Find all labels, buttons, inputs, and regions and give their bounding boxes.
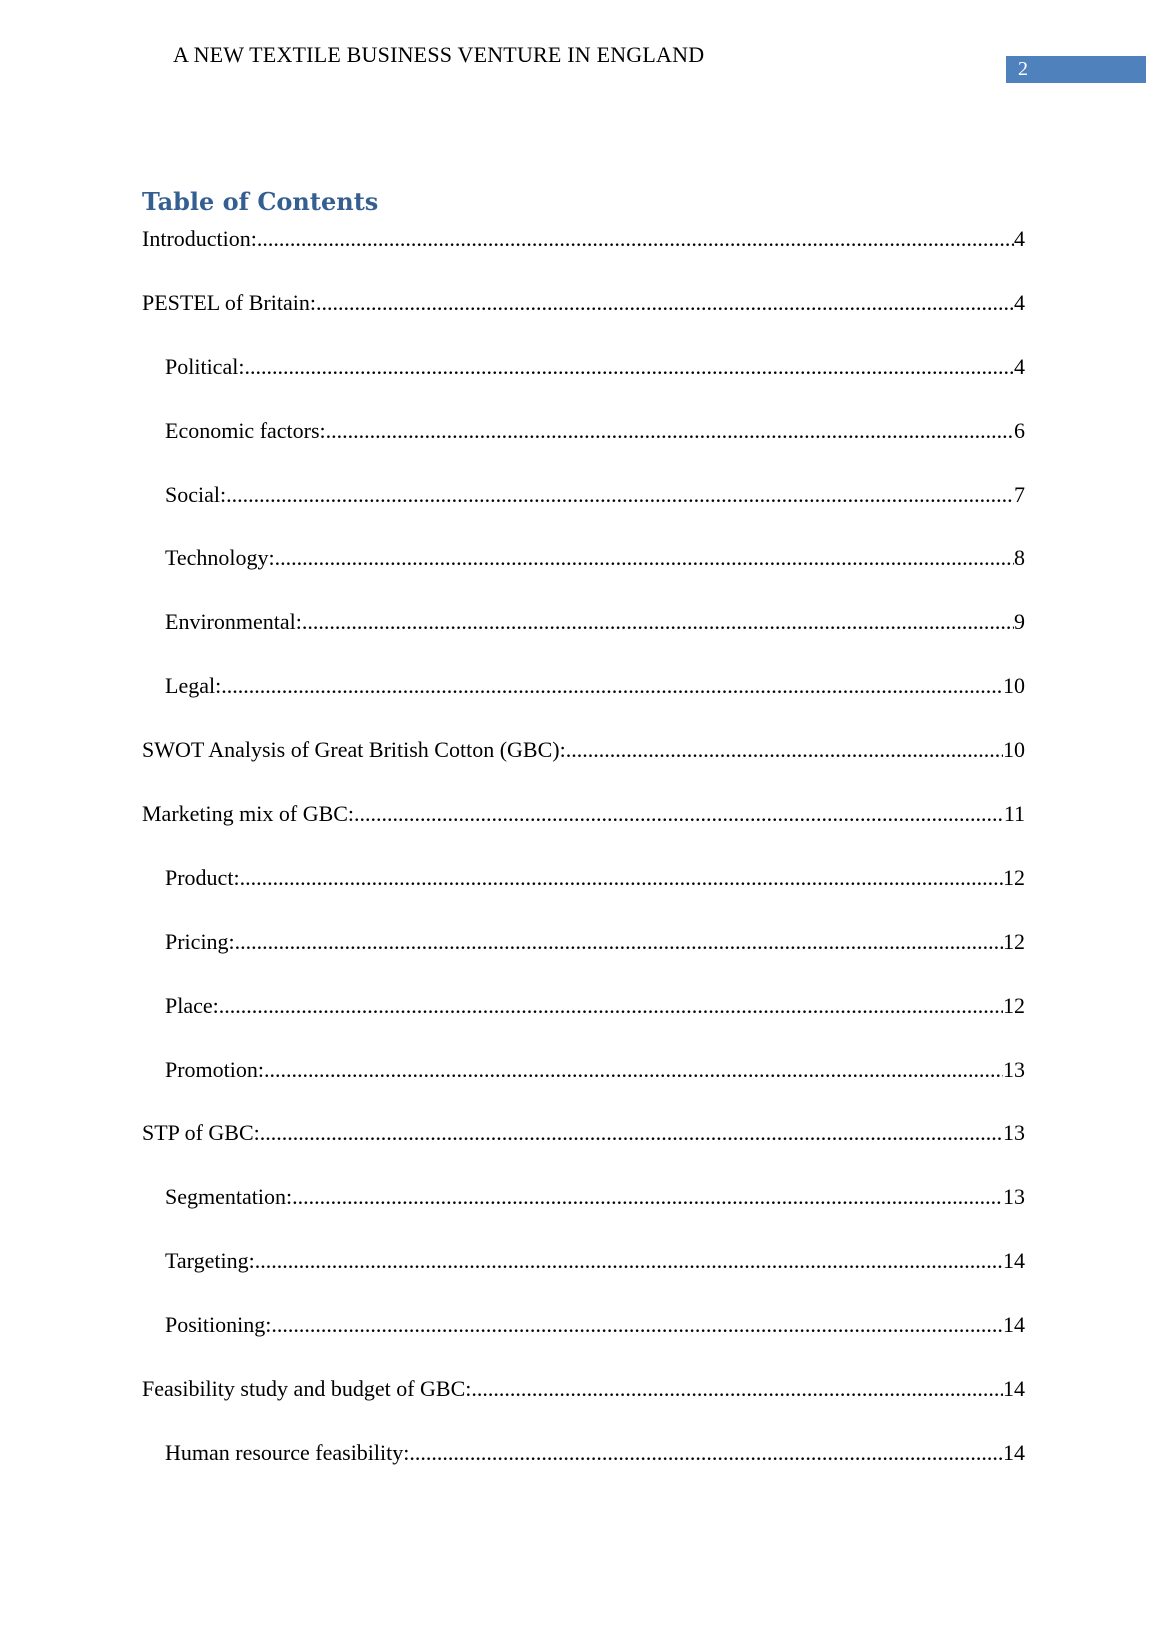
toc-entry-page: 12	[1003, 992, 1025, 1018]
toc-entry-page: 4	[1014, 226, 1025, 251]
toc-dot-leader	[316, 290, 1014, 316]
toc-entry-page: 7	[1014, 481, 1025, 507]
toc-entry-title: Positioning:	[165, 1312, 272, 1338]
toc-dot-leader	[271, 1312, 1003, 1338]
toc-entry-page: 13	[1003, 1056, 1025, 1082]
toc-entry-page: 4	[1014, 353, 1025, 379]
toc-entry[interactable]	[142, 609, 1025, 673]
toc-entry-title: Segmentation:	[165, 1184, 293, 1210]
toc-entry-title: Product:	[165, 864, 240, 890]
toc-entry-page: 14	[1003, 1312, 1025, 1338]
toc-dot-leader	[221, 673, 1003, 699]
toc-dot-leader	[257, 226, 1014, 252]
toc-entry[interactable]	[142, 354, 1025, 418]
toc-entry-title: Feasibility study and budget of GBC:	[142, 1376, 472, 1402]
toc-entry-title: PESTEL of Britain:	[142, 289, 316, 315]
toc-entry[interactable]	[142, 737, 1025, 801]
toc-list	[142, 226, 1025, 1504]
toc-entry-title: Marketing mix of GBC:	[142, 801, 355, 827]
toc-entry-page: 12	[1003, 928, 1025, 954]
toc-dot-leader	[354, 801, 1004, 827]
toc-entry-title: Political:	[165, 353, 245, 379]
toc-entry-title: Legal:	[165, 673, 222, 699]
toc-entry-title: Pricing:	[165, 928, 235, 954]
toc-entry-page: 14	[1003, 1248, 1025, 1274]
toc-entry-page: 6	[1014, 417, 1025, 443]
toc-dot-leader	[275, 545, 1014, 571]
toc-entry-page: 11	[1003, 801, 1025, 827]
toc-entry[interactable]	[142, 1312, 1025, 1376]
toc-heading: Table of Contents	[142, 187, 379, 216]
toc-entry-title: Social:	[165, 481, 227, 507]
toc-entry-page: 4	[1014, 289, 1025, 315]
toc-dot-leader	[226, 482, 1014, 508]
toc-entry-page: 9	[1014, 609, 1025, 635]
running-head-title: A NEW TEXTILE BUSINESS VENTURE IN ENGLAND	[173, 42, 705, 67]
toc-dot-leader	[255, 1248, 1003, 1274]
toc-dot-leader	[409, 1440, 1003, 1466]
toc-entry-page: 12	[1003, 864, 1025, 890]
toc-entry-title: Economic factors:	[165, 417, 326, 443]
toc-dot-leader	[292, 1184, 1003, 1210]
toc-entry-page: 14	[1003, 1376, 1025, 1402]
toc-entry-title: Introduction:	[142, 226, 257, 251]
toc-entry[interactable]	[142, 1184, 1025, 1248]
toc-entry-title: STP of GBC:	[142, 1120, 260, 1146]
toc-entry[interactable]	[142, 1057, 1025, 1121]
toc-entry[interactable]	[142, 1248, 1025, 1312]
toc-entry-title: Place:	[165, 992, 219, 1018]
toc-dot-leader	[219, 993, 1003, 1019]
toc-dot-leader	[326, 418, 1014, 444]
toc-entry[interactable]	[142, 545, 1025, 609]
toc-entry-page: 13	[1003, 1184, 1025, 1210]
toc-entry-title: Promotion:	[165, 1056, 265, 1082]
toc-entry-page: 10	[1003, 737, 1025, 763]
toc-dot-leader	[240, 865, 1003, 891]
toc-entry-title: Targeting:	[165, 1248, 255, 1274]
toc-entry[interactable]	[142, 1120, 1025, 1184]
toc-entry[interactable]	[142, 673, 1025, 737]
toc-dot-leader	[235, 929, 1003, 955]
page-number-badge: 2	[1006, 56, 1146, 83]
toc-entry[interactable]	[142, 290, 1025, 354]
toc-entry[interactable]	[142, 865, 1025, 929]
toc-entry-title: Technology:	[165, 545, 275, 571]
toc-dot-leader	[244, 354, 1014, 380]
toc-entry-page: 13	[1003, 1120, 1025, 1146]
toc-entry[interactable]	[142, 226, 1025, 290]
toc-entry-page: 10	[1003, 673, 1025, 699]
toc-dot-leader	[566, 737, 1003, 763]
toc-entry[interactable]	[142, 1376, 1025, 1440]
toc-entry-title: SWOT Analysis of Great British Cotton (GBC):	[142, 737, 566, 763]
toc-entry[interactable]	[142, 1440, 1025, 1504]
toc-dot-leader	[471, 1376, 1003, 1402]
toc-dot-leader	[302, 609, 1014, 635]
toc-entry[interactable]	[142, 418, 1025, 482]
toc-entry-page: 8	[1014, 545, 1025, 571]
toc-entry-title: Human resource feasibility:	[165, 1439, 410, 1465]
toc-dot-leader	[260, 1120, 1003, 1146]
toc-entry[interactable]	[142, 993, 1025, 1057]
toc-dot-leader	[264, 1057, 1003, 1083]
toc-entry[interactable]	[142, 801, 1025, 865]
toc-entry[interactable]	[142, 929, 1025, 993]
toc-entry-title: Environmental:	[165, 609, 302, 635]
toc-entry-page: 14	[1003, 1439, 1025, 1465]
toc-entry[interactable]	[142, 482, 1025, 546]
